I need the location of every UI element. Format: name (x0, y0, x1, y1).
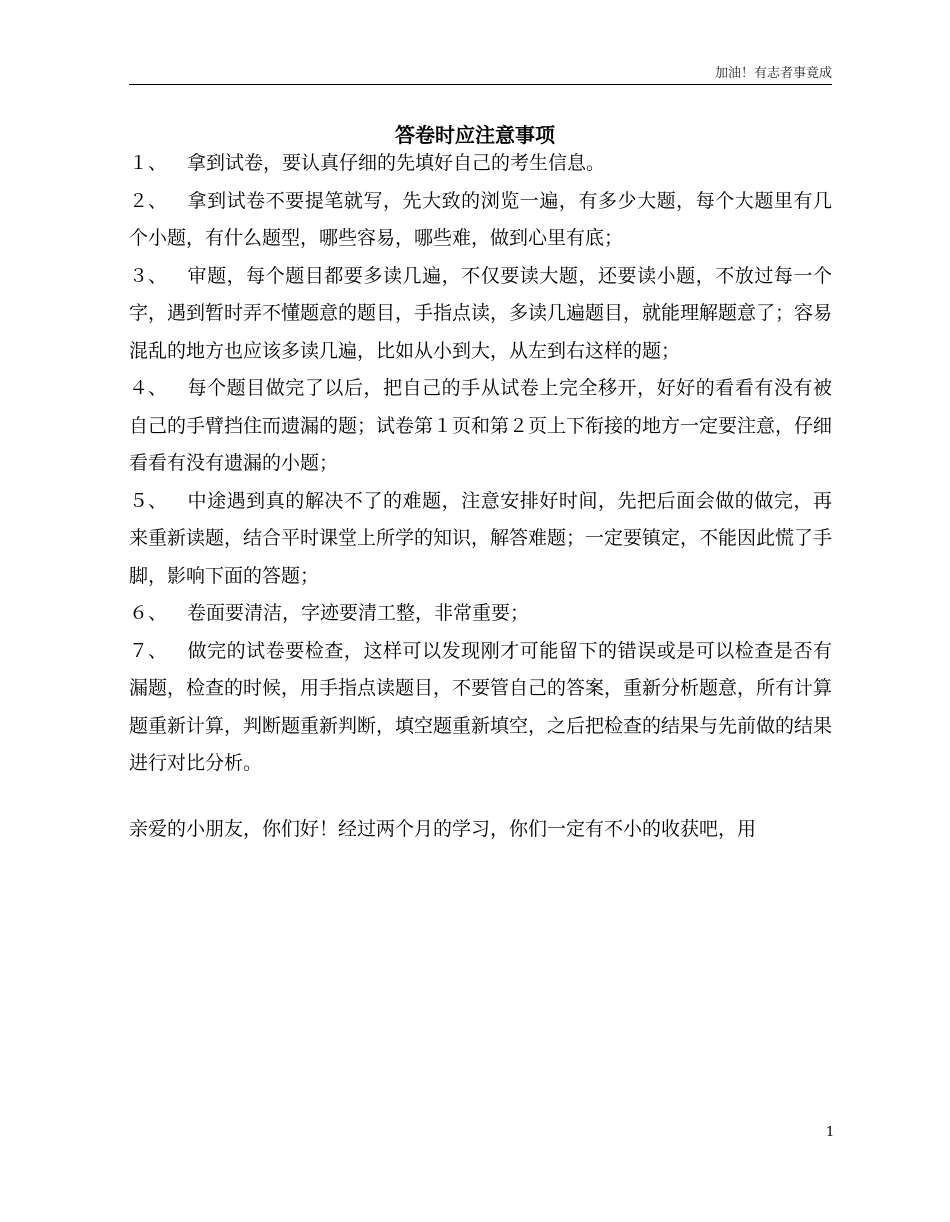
item-number: ７、 (129, 639, 168, 662)
item-text: 中途遇到真的解决不了的难题，注意安排好时间，先把后面会做的做完，再来重新读题，结合平时课堂上所学的知识，解答难题；一定要镇定，不能因此慌了手脚，影响下面的答题； (129, 489, 833, 587)
list-item (129, 183, 832, 258)
document-body (129, 145, 832, 848)
item-text: 审题，每个题目都要多读几遍，不仅要读大题，还要读小题，不放过每一个字，遇到暂时弄不懂题意的题目，手指点读，多读几遍题目，就能理解题意了；容易混乱的地方也应该多读几遍，比如从小到大，从左到右这样的题； (129, 264, 833, 362)
document-title: 答卷时应注意事项 (395, 123, 555, 147)
item-number: ２、 (129, 189, 168, 212)
header-rule (129, 84, 832, 85)
item-number: ６、 (129, 602, 168, 624)
item-number: ４、 (129, 377, 168, 399)
closing-paragraph: 亲爱的小朋友，你们好！经过两个月的学习，你们一定有不小的收获吧，用 (129, 817, 757, 840)
item-text: 卷面要清洁，字迹要清工整，非常重要； (187, 602, 530, 624)
list-item (129, 258, 832, 371)
item-text: 拿到试卷不要提笔就写，先大致的浏览一遍，有多少大题，每个大题里有几个小题，有什么题型，哪些容易，哪些难，做到心里有底； (129, 189, 832, 249)
item-number: １、 (129, 152, 168, 174)
item-text: 每个题目做完了以后，把自己的手从试卷上完全移开，好好的看看有没有被自己的手臂挡住而遗漏的题；试卷第１页和第２页上下衔接的地方一定要注意，仔细看看有没有遗漏的小题； (129, 377, 833, 474)
header-text: 加油！有志者事竟成 (714, 66, 832, 81)
item-number: ５、 (129, 489, 168, 512)
item-number: ３、 (129, 264, 168, 287)
list-item (129, 595, 832, 633)
item-text: 做完的试卷要检查，这样可以发现刚才可能留下的错误或是可以检查是否有漏题，检查的时候，用手指点读题目，不要管自己的答案，重新分析题意，所有计算题重新计算，判断题重新判断，填空题重新填空，之后把检查的结果与先前做的结果进行对比分析。 (129, 639, 833, 774)
list-item (129, 483, 832, 596)
item-text: 拿到试卷，要认真仔细的先填好自己的考生信息。 (187, 152, 606, 174)
list-item (129, 370, 832, 483)
list-item (129, 145, 832, 183)
list-item (129, 633, 832, 783)
page-number: 1 (826, 1125, 835, 1140)
